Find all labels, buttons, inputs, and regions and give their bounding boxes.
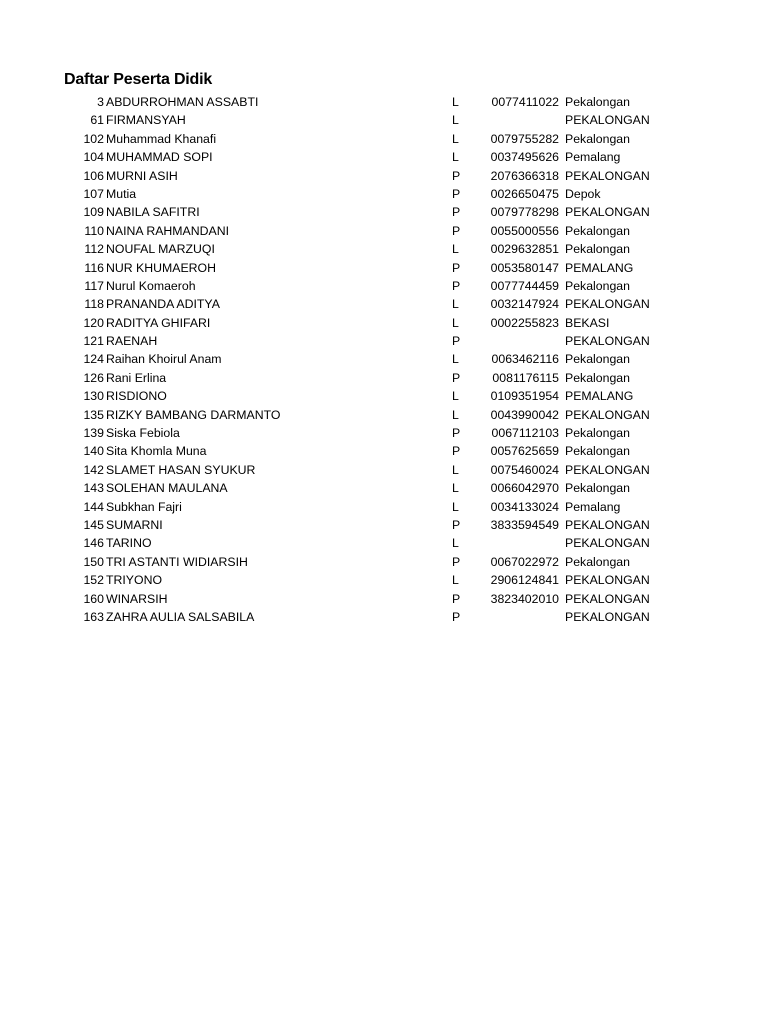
student-row xyxy=(0,130,768,148)
student-gender: P xyxy=(452,334,461,349)
student-city: Pemalang xyxy=(565,499,621,514)
student-name: RIZKY BAMBANG DARMANTO xyxy=(106,407,281,422)
student-city: PEKALONGAN xyxy=(565,536,650,551)
student-row xyxy=(0,442,768,460)
student-city: Pekalongan xyxy=(565,131,630,146)
student-row xyxy=(0,406,768,424)
student-number: 118 xyxy=(84,297,104,312)
student-name: ZAHRA AULIA SALSABILA xyxy=(106,609,255,624)
student-gender: P xyxy=(452,168,461,183)
student-nisn: 0075460024 xyxy=(490,462,559,477)
student-name: SOLEHAN MAULANA xyxy=(106,481,228,496)
student-row xyxy=(0,111,768,129)
student-name: RISDIONO xyxy=(106,389,167,404)
student-row xyxy=(0,424,768,442)
student-name: PRANANDA ADITYA xyxy=(106,297,220,312)
student-name: MUHAMMAD SOPI xyxy=(106,150,213,165)
student-gender: P xyxy=(452,186,461,201)
student-name: MURNI ASIH xyxy=(106,168,178,183)
student-nisn: 0067022972 xyxy=(490,554,559,569)
student-gender: P xyxy=(452,426,461,441)
student-number: 152 xyxy=(83,573,104,588)
student-gender: L xyxy=(452,131,459,146)
student-nisn: 0067112103 xyxy=(491,426,559,441)
student-number: 139 xyxy=(83,426,104,441)
student-name: RADITYA GHIFARI xyxy=(106,315,211,330)
student-row xyxy=(0,167,768,185)
student-nisn: 2076366318 xyxy=(490,168,559,183)
student-gender: L xyxy=(452,407,459,422)
student-name: Rani Erlina xyxy=(106,370,167,385)
student-city: PEKALONGAN xyxy=(565,334,650,349)
student-number: 3 xyxy=(97,95,104,109)
student-row xyxy=(0,553,768,571)
student-number: 142 xyxy=(83,462,104,477)
student-row xyxy=(0,571,768,589)
student-gender: P xyxy=(452,517,461,532)
student-row xyxy=(0,590,768,608)
student-row xyxy=(0,369,768,387)
student-row xyxy=(0,314,768,332)
student-city: Pekalongan xyxy=(565,223,630,238)
student-city: PEKALONGAN xyxy=(565,517,650,532)
student-name: NABILA SAFITRI xyxy=(106,205,200,220)
student-gender: P xyxy=(452,205,461,220)
student-number: 163 xyxy=(83,609,104,624)
student-row xyxy=(0,240,768,258)
student-number: 145 xyxy=(83,517,104,532)
student-row xyxy=(0,516,768,534)
student-gender: L xyxy=(452,352,459,367)
student-gender: L xyxy=(452,315,459,330)
student-row xyxy=(0,222,768,240)
student-nisn: 0077744459 xyxy=(490,278,559,293)
student-city: Pekalongan xyxy=(565,95,630,109)
student-number: 117 xyxy=(84,278,104,293)
student-gender: L xyxy=(452,536,459,551)
student-name: Sita Khomla Muna xyxy=(106,444,207,459)
student-number: 109 xyxy=(83,205,104,220)
student-gender: L xyxy=(452,150,459,165)
student-nisn: 0079755282 xyxy=(490,131,559,146)
student-gender: L xyxy=(452,573,459,588)
student-number: 120 xyxy=(83,315,104,330)
student-row xyxy=(0,93,768,111)
student-city: Depok xyxy=(565,186,601,201)
student-nisn: 0063462116 xyxy=(491,352,559,367)
student-city: Pekalongan xyxy=(565,444,630,459)
student-city: Pekalongan xyxy=(565,370,630,385)
student-number: 104 xyxy=(83,150,104,165)
student-nisn: 0043990042 xyxy=(490,407,559,422)
student-city: Pekalongan xyxy=(565,242,630,257)
student-row xyxy=(0,387,768,405)
student-number: 106 xyxy=(83,168,104,183)
student-city: BEKASI xyxy=(565,315,610,330)
student-number: 140 xyxy=(83,444,104,459)
student-nisn: 0026650475 xyxy=(490,186,559,201)
student-gender: P xyxy=(452,278,461,293)
student-gender: L xyxy=(452,242,459,257)
student-row xyxy=(0,350,768,368)
student-name: Subkhan Fajri xyxy=(106,499,182,514)
student-number: 110 xyxy=(84,223,104,238)
student-nisn: 0109351954 xyxy=(490,389,559,404)
student-nisn: 0081176115 xyxy=(492,370,559,385)
student-city: Pekalongan xyxy=(565,554,630,569)
student-city: PEKALONGAN xyxy=(565,609,650,624)
student-city: Pekalongan xyxy=(565,426,630,441)
student-name: NUR KHUMAEROH xyxy=(106,260,216,275)
student-nisn: 0066042970 xyxy=(490,481,559,496)
student-number: 150 xyxy=(83,554,104,569)
student-name: Siska Febiola xyxy=(106,426,180,441)
student-gender: L xyxy=(452,113,459,128)
student-nisn: 3833594549 xyxy=(490,517,559,532)
student-city: PEMALANG xyxy=(565,389,634,404)
student-name: NAINA RAHMANDANI xyxy=(106,223,229,238)
student-row xyxy=(0,259,768,277)
student-number: 124 xyxy=(83,352,104,367)
student-name: SUMARNI xyxy=(106,517,163,532)
student-nisn: 0034133024 xyxy=(490,499,559,514)
student-row xyxy=(0,608,768,626)
student-gender: L xyxy=(452,297,459,312)
student-gender: P xyxy=(452,591,461,606)
student-name: NOUFAL MARZUQI xyxy=(106,242,215,257)
student-city: PEMALANG xyxy=(565,260,634,275)
student-number: 61 xyxy=(90,113,104,128)
student-number: 116 xyxy=(84,260,104,275)
student-gender: L xyxy=(452,481,459,496)
student-name: SLAMET HASAN SYUKUR xyxy=(106,462,256,477)
student-name: TARINO xyxy=(106,536,152,551)
page-title: Daftar Peserta Didik xyxy=(64,71,213,88)
student-number: 126 xyxy=(83,370,104,385)
student-name: Muhammad Khanafi xyxy=(106,131,217,146)
student-name: Nurul Komaeroh xyxy=(106,278,196,293)
student-name: Raihan Khoirul Anam xyxy=(106,352,222,367)
student-nisn: 0079778298 xyxy=(490,205,559,220)
student-number: 130 xyxy=(83,389,104,404)
student-nisn: 0029632851 xyxy=(490,242,559,257)
student-name: Mutia xyxy=(106,186,137,201)
student-nisn: 0057625659 xyxy=(490,444,559,459)
student-city: PEKALONGAN xyxy=(565,462,650,477)
student-gender: P xyxy=(452,609,461,624)
student-gender: P xyxy=(452,554,461,569)
student-name: TRI ASTANTI WIDIARSIH xyxy=(106,554,248,569)
student-city: PEKALONGAN xyxy=(565,297,650,312)
student-city: PEKALONGAN xyxy=(565,407,650,422)
student-nisn: 2906124841 xyxy=(490,573,559,588)
student-name: WINARSIH xyxy=(106,591,168,606)
student-number: 146 xyxy=(83,536,104,551)
student-city: Pemalang xyxy=(565,150,621,165)
student-nisn: 0002255823 xyxy=(490,315,559,330)
student-row xyxy=(0,295,768,313)
student-row xyxy=(0,203,768,221)
student-gender: L xyxy=(452,389,459,404)
student-city: Pekalongan xyxy=(565,278,630,293)
student-gender: P xyxy=(452,370,461,385)
student-nisn: 0053580147 xyxy=(490,260,559,275)
student-row xyxy=(0,277,768,295)
student-city: Pekalongan xyxy=(565,352,630,367)
student-city: PEKALONGAN xyxy=(565,205,650,220)
student-number: 112 xyxy=(84,242,104,257)
student-row xyxy=(0,185,768,203)
student-nisn: 0032147924 xyxy=(490,297,559,312)
student-number: 107 xyxy=(83,186,104,201)
student-nisn: 0037495626 xyxy=(490,150,559,165)
student-row xyxy=(0,479,768,497)
student-gender: P xyxy=(452,223,461,238)
student-city: PEKALONGAN xyxy=(565,168,650,183)
student-number: 121 xyxy=(83,334,104,349)
student-name: RAENAH xyxy=(106,334,158,349)
student-row xyxy=(0,498,768,516)
student-city: Pekalongan xyxy=(565,481,630,496)
student-city: PEKALONGAN xyxy=(565,573,650,588)
student-number: 160 xyxy=(83,591,104,606)
student-row xyxy=(0,534,768,552)
student-nisn: 0055000556 xyxy=(490,223,559,238)
student-name: TRIYONO xyxy=(106,573,163,588)
student-list xyxy=(0,93,768,626)
student-number: 135 xyxy=(83,407,104,422)
student-nisn: 0077411022 xyxy=(491,95,559,109)
student-gender: L xyxy=(452,462,459,477)
student-gender: L xyxy=(452,499,459,514)
student-number: 102 xyxy=(83,131,104,146)
student-row xyxy=(0,332,768,350)
student-name: FIRMANSYAH xyxy=(106,113,186,128)
student-row xyxy=(0,148,768,166)
student-city: PEKALONGAN xyxy=(565,113,650,128)
student-nisn: 3823402010 xyxy=(490,591,559,606)
student-row xyxy=(0,461,768,479)
student-city: PEKALONGAN xyxy=(565,591,650,606)
student-number: 143 xyxy=(83,481,104,496)
student-gender: P xyxy=(452,444,461,459)
student-gender: L xyxy=(452,95,459,109)
student-name: ABDURROHMAN ASSABTI xyxy=(106,95,259,109)
student-gender: P xyxy=(452,260,461,275)
student-number: 144 xyxy=(83,499,104,514)
